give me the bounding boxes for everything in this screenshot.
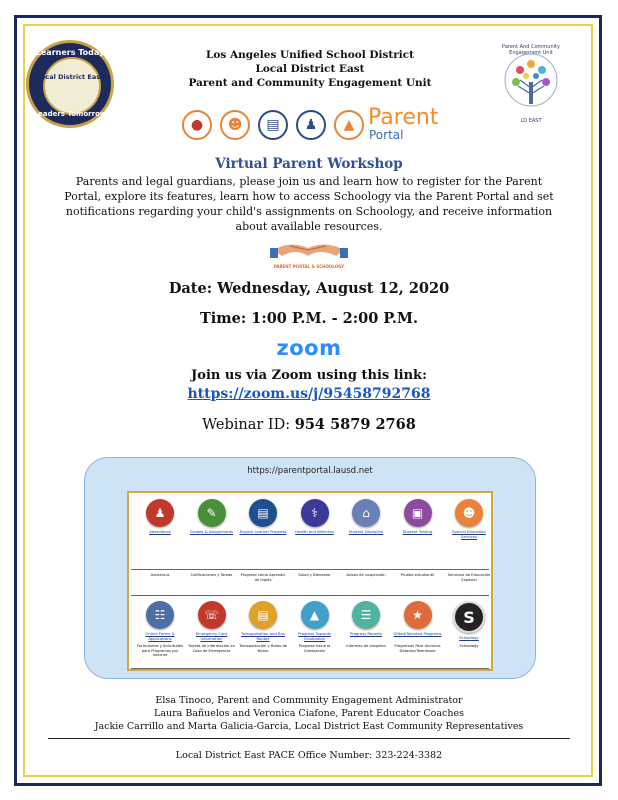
staff-credits xyxy=(40,694,578,733)
document-icon: ▤ xyxy=(258,110,288,140)
event-time: Time: 1:00 P.M. - 2:00 P.M. xyxy=(199,310,419,327)
handshake-caption: PARENT PORTAL & SCHOOLOGY xyxy=(273,264,345,269)
parent-portal-word-1: Parent xyxy=(368,105,439,130)
parent-portal-panel xyxy=(84,457,536,679)
handshake-icon xyxy=(270,236,348,264)
tile-label[interactable]: Progress Reports xyxy=(350,631,382,636)
grid-divider-1 xyxy=(131,569,489,570)
teacher-icon: ♟ xyxy=(296,110,326,140)
tile-spanish-text: Prueba estudiantil xyxy=(400,573,435,577)
portal-tile-graduate[interactable] xyxy=(290,601,340,642)
webinar-label: Webinar ID: xyxy=(202,417,295,433)
tile-spanish-label xyxy=(290,643,340,653)
tile-spanish-text: Progreso como Aprendiz de Inglés xyxy=(240,573,286,582)
zoom-logo: zoom xyxy=(276,336,342,360)
portal-tile-book[interactable] xyxy=(238,499,288,540)
tile-spanish-text: Transportación y Rutas de Buses xyxy=(239,644,287,653)
tree-logo-bottom-text: LD EAST xyxy=(520,118,542,124)
logo-top-text: Learners Today xyxy=(35,48,105,57)
page-title: Virtual Parent Workshop xyxy=(215,156,403,172)
tile-spanish-text: Asistencia xyxy=(150,573,170,577)
tile-spanish-text: Calificaciones y Tareas xyxy=(190,573,233,577)
phone-icon[interactable]: ☏ xyxy=(198,601,226,629)
logo-ring xyxy=(43,57,101,115)
grid-divider-2 xyxy=(131,595,489,596)
portal-url: https://parentportal.lausd.net xyxy=(247,466,373,476)
logo-bottom-text: Leaders Tomorrow xyxy=(33,110,107,118)
learners-today-logo xyxy=(26,40,114,128)
parent-portal-banner xyxy=(182,105,442,144)
tile-spanish-text: Tarjeta de información en Caso de Emergencia xyxy=(187,644,235,653)
tile-spanish-text: Progreso hacia la Graduación xyxy=(298,644,331,653)
join-instruction: Join us via Zoom using this link: xyxy=(191,368,427,383)
credit-line-1: Elsa Tinoco, Parent and Community Engagement Administrator xyxy=(155,695,463,706)
gifted-icon[interactable]: ★ xyxy=(404,601,432,629)
tile-spanish-label xyxy=(341,572,391,578)
schoology-icon[interactable]: S xyxy=(453,601,485,633)
portal-tile-bus[interactable] xyxy=(238,601,288,642)
engagement-tree-logo xyxy=(490,44,572,124)
book-icon[interactable]: ▤ xyxy=(249,499,277,527)
tree-logo-arc-text: Parent And Community Engagement Unit xyxy=(502,44,560,56)
tile-spanish-label xyxy=(187,572,237,578)
tile-spanish-label xyxy=(135,643,185,658)
webinar-id: 954 5879 2768 xyxy=(294,416,416,433)
forms-icon[interactable]: ☷ xyxy=(146,601,174,629)
notepad-icon[interactable]: ✎ xyxy=(198,499,226,527)
tile-spanish-label xyxy=(290,572,340,578)
tile-spanish-label xyxy=(444,572,494,582)
portal-feature-grid xyxy=(127,491,493,671)
district-header xyxy=(150,48,470,90)
parent-portal-word-2: Portal xyxy=(369,128,404,142)
handshake-graphic xyxy=(270,236,348,272)
portal-tile-people[interactable] xyxy=(444,499,494,540)
monitor-icon[interactable]: ▣ xyxy=(404,499,432,527)
header-line-3: Parent and Community Engagement Unit xyxy=(188,77,432,89)
tile-label[interactable]: Transportation and Bus Routes xyxy=(241,631,285,641)
portal-tile-report[interactable] xyxy=(341,601,391,642)
tile-spanish-text: Informes de progreso xyxy=(346,644,386,648)
office-number: Local District East PACE Office Number: 323-224-3382 xyxy=(175,750,443,761)
tree-icon xyxy=(490,44,572,124)
tile-spanish-label xyxy=(238,643,288,653)
portal-tile-phone[interactable] xyxy=(187,601,237,642)
user-icon[interactable]: ♟ xyxy=(146,499,174,527)
tile-label[interactable]: Emergency Card Information xyxy=(195,631,228,641)
portal-tile-notepad[interactable] xyxy=(187,499,237,540)
tile-spanish-label xyxy=(393,643,443,653)
portal-tile-caduceus[interactable] xyxy=(290,499,340,540)
portal-tile-forms[interactable] xyxy=(135,601,185,642)
portal-tile-user[interactable] xyxy=(135,499,185,540)
bus-icon[interactable]: ▤ xyxy=(249,601,277,629)
zoom-link[interactable]: https://zoom.us/j/95458792768 xyxy=(187,386,431,402)
tile-label[interactable]: Grades & Assignments xyxy=(189,529,234,534)
tile-label[interactable]: Special Education Services xyxy=(452,529,486,539)
apple-icon: ● xyxy=(182,110,212,140)
grid-divider-3 xyxy=(131,668,489,669)
tile-spanish-text: Programas Para Alumnos Dotados/Talentosos xyxy=(394,644,441,653)
portal-tile-schoology[interactable] xyxy=(444,601,494,646)
people-icon[interactable]: ☻ xyxy=(455,499,483,527)
tile-spanish-label xyxy=(187,643,237,653)
graduate-icon[interactable]: ▲ xyxy=(301,601,329,629)
tile-label[interactable]: Student Testing xyxy=(402,529,433,534)
portal-tile-gifted[interactable] xyxy=(393,601,443,642)
tile-spanish-label xyxy=(393,572,443,578)
tile-spanish-text: Avisos de suspensión xyxy=(346,573,386,577)
tile-label[interactable]: Gifted/Talented Programs xyxy=(393,631,442,636)
header-line-2: Local District East xyxy=(255,63,365,75)
webinar-id-line xyxy=(40,416,578,433)
tile-spanish-label xyxy=(135,572,185,578)
tile-spanish-label xyxy=(238,572,288,582)
portal-tile-house[interactable] xyxy=(341,499,391,540)
portal-tile-monitor[interactable] xyxy=(393,499,443,540)
report-icon[interactable]: ☰ xyxy=(352,601,380,629)
tile-label[interactable]: English Learner Progress xyxy=(239,529,287,534)
tile-label[interactable]: Progress Towards Graduation xyxy=(298,631,331,641)
tile-label[interactable]: Schoology xyxy=(459,635,479,640)
caduceus-icon[interactable]: ⚕ xyxy=(301,499,329,527)
tile-spanish-text: Servicios de Educación Especial xyxy=(447,573,491,582)
header-line-1: Los Angeles Unified School District xyxy=(206,49,414,61)
event-date: Date: Wednesday, August 12, 2020 xyxy=(168,280,450,297)
tile-spanish-label xyxy=(341,643,391,649)
tile-label[interactable]: Attendance xyxy=(149,529,171,534)
tile-label[interactable]: Student Discipline xyxy=(348,529,384,534)
house-icon[interactable]: ⌂ xyxy=(352,499,380,527)
graduation-cap-icon: ▲ xyxy=(334,110,364,140)
family-icon: ☻ xyxy=(220,110,250,140)
tile-spanish-text: Formularios y Solicitudes para Programas por Internet xyxy=(136,644,184,658)
tile-label[interactable]: Health and Wellness xyxy=(295,529,334,534)
credit-line-2: Laura Bañuelos and Veronica Ciafone, Parent Educator Coaches xyxy=(154,708,464,719)
logo-middle-text: Local District East xyxy=(36,73,104,81)
footer-divider xyxy=(48,738,570,739)
intro-paragraph: Parents and legal guardians, please join us and learn how to register for the Parent Portal, explore its features, learn how to access Schoology via the Parent Portal and set notifications regarding your child's assignments on Schoology, and receive information about available resources. xyxy=(64,175,554,233)
tile-spanish-text: Salud y Bienestar xyxy=(298,573,331,577)
tile-spanish-label xyxy=(444,643,494,649)
credit-line-3: Jackie Carrillo and Marta Galicia-Garcia, Local District East Community Representatives xyxy=(94,721,524,732)
tile-label[interactable]: Online Forms & Applications xyxy=(145,631,175,641)
tile-spanish-text: Schoology xyxy=(459,644,479,648)
